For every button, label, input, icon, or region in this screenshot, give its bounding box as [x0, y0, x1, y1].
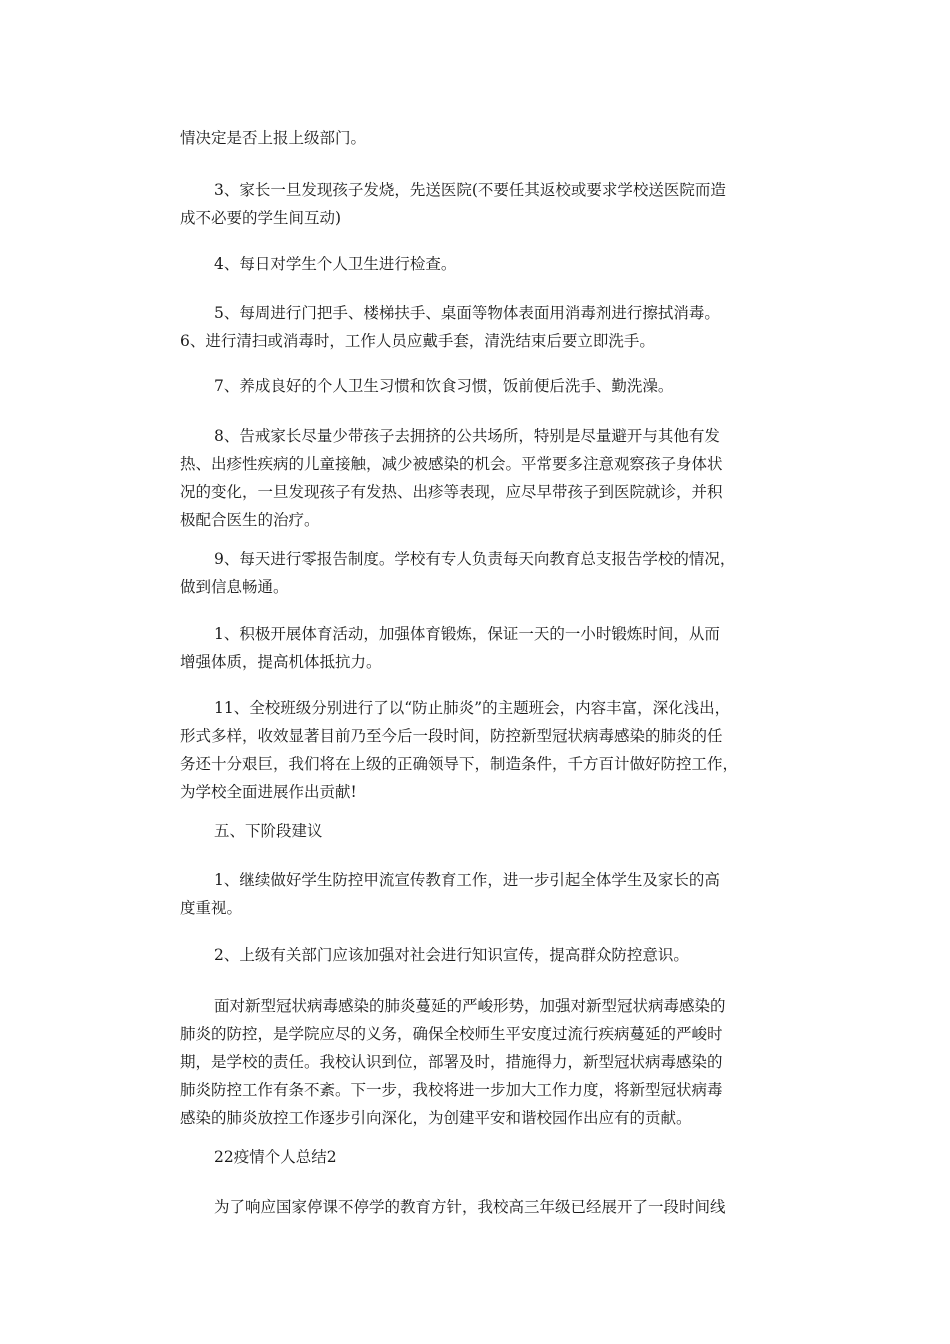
text-line: 1、继续做好学生防控甲流宣传教育工作，进一步引起全体学生及家长的高: [214, 871, 720, 889]
paragraph-3: [180, 250, 780, 278]
text-line: 4、每日对学生个人卫生进行检查。: [214, 255, 457, 273]
text-line: 度重视。: [180, 899, 243, 917]
text-line: 11、全校班级分别进行了以“防止肺炎”的主题班会，内容丰富，深化浅出，: [214, 699, 731, 717]
text-line: 7、养成良好的个人卫生习惯和饮食习惯，饭前便后洗手、勤洗澡。: [214, 377, 674, 395]
text-line: 22疫情个人总结2: [214, 1148, 337, 1166]
text-line: 形式多样，收效显著目前乃至今后一段时间，防控新型冠状病毒感染的肺炎的任: [180, 727, 723, 745]
paragraph-6: [180, 422, 780, 534]
section-title: [180, 1143, 780, 1171]
text-line: 极配合医生的治疗。: [180, 511, 320, 529]
text-line: 1、积极开展体育活动，加强体育锻炼，保证一天的一小时锻炼时间，从而: [214, 625, 720, 643]
text-line: 期，是学校的责任。我校认识到位，部署及时，措施得力，新型冠状病毒感染的: [180, 1053, 723, 1071]
text-line: 9、每天进行零报告制度。学校有专人负责每天向教育总支报告学校的情况，: [214, 550, 736, 568]
paragraph-11: [180, 941, 780, 969]
text-line: 务还十分艰巨，我们将在上级的正确领导下，制造条件，千方百计做好防控工作，: [180, 755, 739, 773]
text-line: 为学校全面进展作出贡献!: [180, 783, 357, 801]
paragraph-7: [180, 545, 780, 601]
paragraph-1: [180, 124, 780, 152]
text-line: 热、出疹性疾病的儿童接触，减少被感染的机会。平常要多注意观察孩子身体状: [180, 455, 723, 473]
text-line: 肺炎防控工作有条不紊。下一步，我校将进一步加大工作力度，将新型冠状病毒: [180, 1081, 723, 1099]
paragraph-9: [180, 694, 780, 806]
text-line: 2、上级有关部门应该加强对社会进行知识宣传，提高群众防控意识。: [214, 946, 689, 964]
paragraph-4: [180, 299, 780, 355]
text-line: 成不必要的学生间互动): [180, 209, 342, 227]
text-line: 为了响应国家停课不停学的教育方针，我校高三年级已经展开了一段时间线: [214, 1198, 726, 1216]
text-line: 况的变化，一旦发现孩子有发热、出疹等表现，应尽早带孩子到医院就诊，并积: [180, 483, 723, 501]
text-line: 情决定是否上报上级部门。: [180, 129, 367, 147]
text-line: 8、告戒家长尽量少带孩子去拥挤的公共场所，特别是尽量避开与其他有发: [214, 427, 720, 445]
text-line: 肺炎的防控，是学院应尽的义务，确保全校师生平安度过流行疾病蔓延的严峻时: [180, 1025, 723, 1043]
paragraph-10: [180, 866, 780, 922]
paragraph-5: [180, 372, 780, 400]
paragraph-12: [180, 992, 780, 1132]
text-line: 感染的肺炎放控工作逐步引向深化，为创建平安和谐校园作出应有的贡献。: [180, 1109, 692, 1127]
paragraph-2: [180, 176, 780, 232]
text-line: 3、家长一旦发现孩子发烧，先送医院(不要任其返校或要求学校送医院而造: [214, 181, 726, 199]
paragraph-13: [180, 1193, 780, 1221]
text-line: 6、进行清扫或消毒时，工作人员应戴手套，清洗结束后要立即洗手。: [180, 332, 655, 350]
text-line: 面对新型冠状病毒感染的肺炎蔓延的严峻形势，加强对新型冠状病毒感染的: [214, 997, 726, 1015]
paragraph-8: [180, 620, 780, 676]
section-heading: [180, 817, 780, 845]
text-line: 做到信息畅通。: [180, 578, 289, 596]
text-line: 五、下阶段建议: [214, 822, 323, 840]
text-line: 增强体质，提高机体抵抗力。: [180, 653, 382, 671]
text-line: 5、每周进行门把手、楼梯扶手、桌面等物体表面用消毒剂进行擦拭消毒。: [214, 304, 720, 322]
